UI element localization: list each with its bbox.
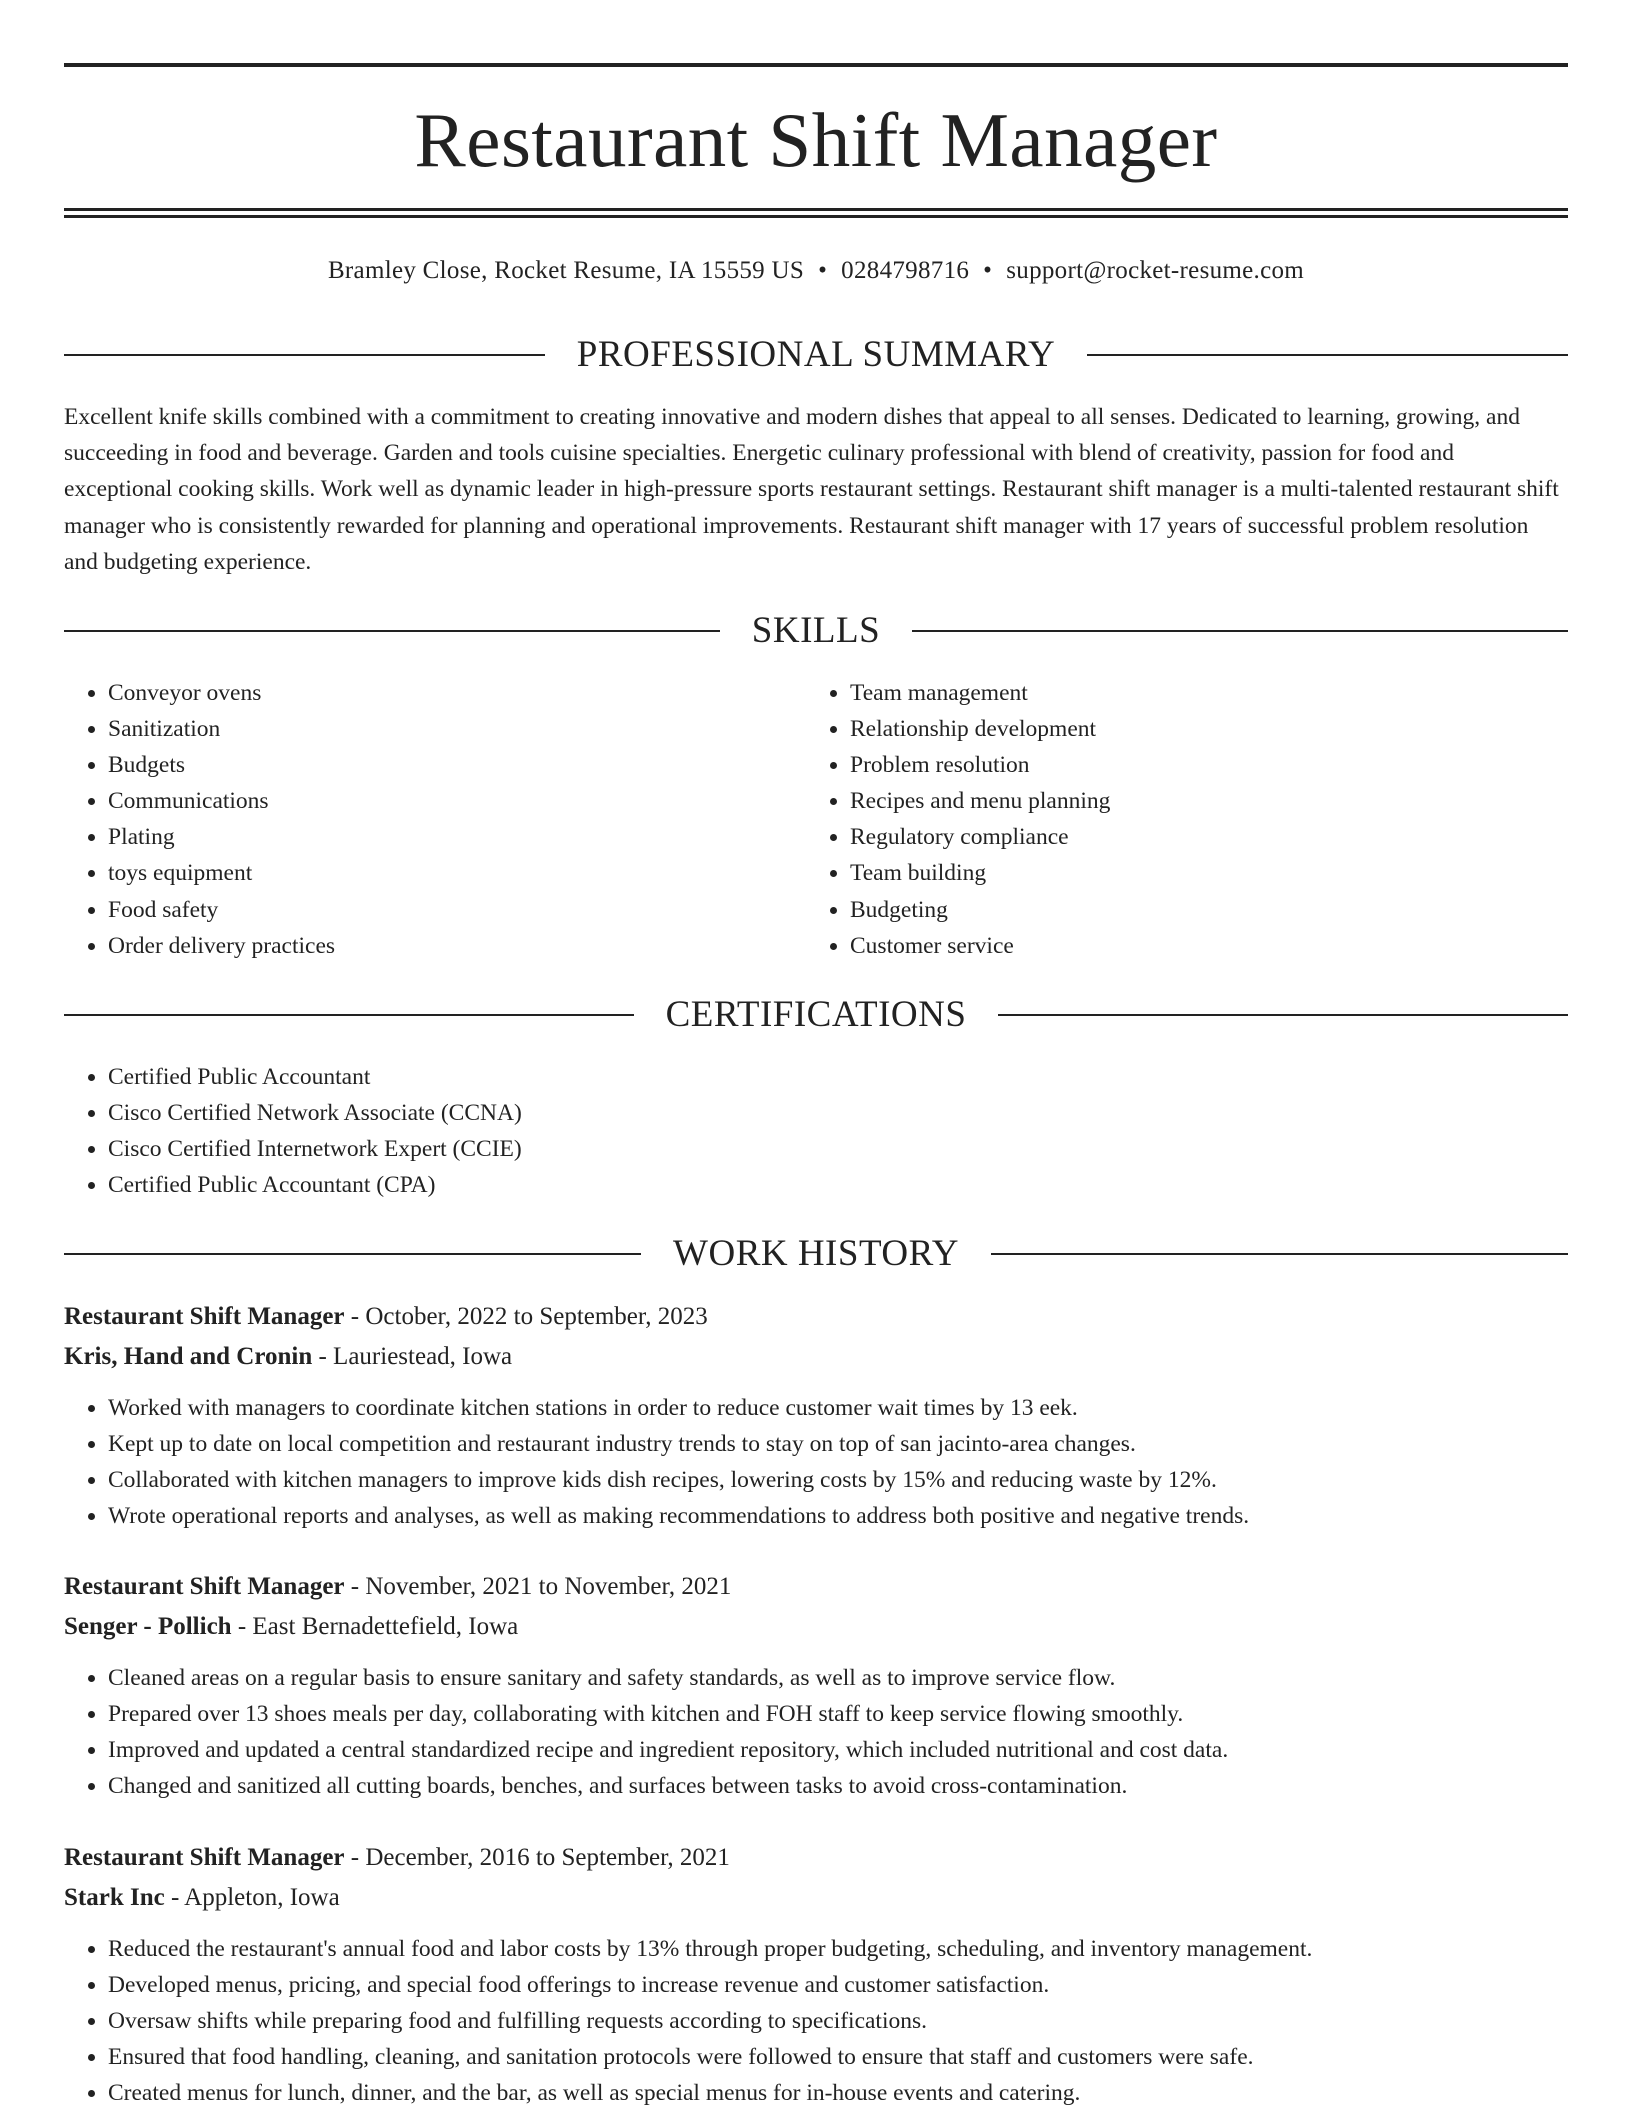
heading-rule: [64, 1014, 634, 1016]
job-title-line: [64, 1297, 1568, 1337]
contact-phone: 0284798716: [841, 257, 970, 284]
skills-right-column: [806, 675, 1506, 964]
job-role: Restaurant Shift Manager: [64, 1303, 345, 1330]
summary-text: Excellent knife skills combined with a commitment to creating innovative and modern dishes that appeal to all senses. Dedicated to learning, growing, and succeeding in food and beverage. Garden and tools cuisine specialties. Energetic culinary professional with blend of creativity, passion for food and exceptional cooking skills. Work well as dynamic leader in high-pressure sports restaurant settings. Restaurant shift manager is a multi-talented restaurant shift manager who is consistently rewarded for planning and operational improvements. Restaurant shift manager with 17 years of successful problem resolution and budgeting experience.: [64, 404, 1559, 575]
job-bullet: • Reduced the restaurant's annual food and labor costs by 13% through proper budgeting, scheduling, and inventory management.: [108, 1931, 1568, 1967]
skill-item: • toys equipment: [108, 855, 764, 891]
certifications-list-wrap: [64, 1059, 522, 1203]
skill-item: • Conveyor ovens: [108, 675, 764, 711]
job-bullet: • Improved and updated a central standardized recipe and ingredient repository, which included nutritional and cost data.: [108, 1732, 1568, 1768]
job-bullet: • Ensured that food handling, cleaning, and sanitation protocols were followed to ensure that staff and customers were safe.: [108, 2039, 1568, 2075]
skill-item: • Customer service: [850, 928, 1506, 964]
job-bullet: • Collaborated with kitchen managers to improve kids dish recipes, lowering costs by 15% and reducing waste by 12%.: [108, 1462, 1568, 1498]
job-location: - Lauriestead, Iowa: [312, 1343, 513, 1370]
skill-item: • Budgeting: [850, 892, 1506, 928]
certifications-title: CERTIFICATIONS: [665, 994, 967, 1035]
job-bullets: [64, 1660, 1568, 1804]
skill-item: • Sanitization: [108, 711, 764, 747]
contact-separator: •: [818, 257, 828, 284]
certification-item: • Cisco Certified Network Associate (CCNA): [108, 1095, 522, 1131]
skills-left-list: [64, 675, 764, 964]
work-history-heading: [64, 1232, 1568, 1276]
contact-line: [64, 254, 1568, 288]
job-bullet: • Cleaned areas on a regular basis to ensure sanitary and safety standards, as well as to improve service flow.: [108, 1660, 1568, 1696]
job-company-line: [64, 1878, 1568, 1918]
job-bullet: • Oversaw shifts while preparing food and fulfilling requests according to specifications.: [108, 2003, 1568, 2039]
heading-rule: [991, 1253, 1568, 1255]
heading-rule: [912, 630, 1568, 632]
job-role: Restaurant Shift Manager: [64, 1844, 345, 1871]
job-bullet: • Prepared over 13 shoes meals per day, collaborating with kitchen and FOH staff to keep service flowing smoothly.: [108, 1696, 1568, 1732]
heading-rule: [64, 354, 545, 356]
job-location: - East Bernadettefield, Iowa: [231, 1613, 519, 1640]
job-dates: - December, 2016 to September, 2021: [344, 1844, 730, 1871]
skill-item: • Food safety: [108, 892, 764, 928]
summary-heading: [64, 333, 1568, 377]
job-role: Restaurant Shift Manager: [64, 1573, 345, 1600]
double-rule: [64, 208, 1568, 218]
job-company: Kris, Hand and Cronin: [64, 1343, 313, 1370]
skill-item: • Team building: [850, 855, 1506, 891]
job-entry: [64, 1567, 1568, 1804]
heading-rule: [64, 1253, 641, 1255]
heading-rule: [1087, 354, 1568, 356]
summary-title: PROFESSIONAL SUMMARY: [576, 334, 1056, 375]
skill-item: • Team management: [850, 675, 1506, 711]
skill-item: • Budgets: [108, 747, 764, 783]
contact-separator: •: [983, 257, 993, 284]
skill-item: • Communications: [108, 783, 764, 819]
job-dates: - November, 2021 to November, 2021: [344, 1573, 732, 1600]
skills-left-column: [64, 675, 764, 964]
skills-right-list: [806, 675, 1506, 964]
job-company-line: [64, 1337, 1568, 1377]
contact-address: Bramley Close, Rocket Resume, IA 15559 US: [327, 257, 805, 284]
job-bullet: • Kept up to date on local competition and restaurant industry trends to stay on top of san jacinto-area changes.: [108, 1426, 1568, 1462]
job-bullets: [64, 1390, 1568, 1534]
job-bullet: • Developed menus, pricing, and special food offerings to increase revenue and customer satisfaction.: [108, 1967, 1568, 2003]
top-rule: [64, 63, 1568, 67]
job-title-line: [64, 1567, 1568, 1607]
job-bullets: [64, 1931, 1568, 2111]
skill-item: • Relationship development: [850, 711, 1506, 747]
certifications-list: [64, 1059, 522, 1203]
skill-item: • Problem resolution: [850, 747, 1506, 783]
work-history-title: WORK HISTORY: [673, 1233, 959, 1274]
skill-item: • Recipes and menu planning: [850, 783, 1506, 819]
contact-email: support@rocket-resume.com: [1006, 257, 1305, 284]
job-company: Senger - Pollich: [64, 1613, 232, 1640]
job-bullet: • Wrote operational reports and analyses, as well as making recommendations to address both positive and negative trends.: [108, 1498, 1568, 1534]
candidate-name: Restaurant Shift Manager: [414, 97, 1218, 183]
certification-item: • Certified Public Accountant: [108, 1059, 522, 1095]
job-entry: [64, 1838, 1568, 2111]
skill-item: • Plating: [108, 819, 764, 855]
skills-title: SKILLS: [751, 610, 881, 651]
heading-rule: [998, 1014, 1568, 1016]
job-company: Stark Inc: [64, 1884, 165, 1911]
job-location: - Appleton, Iowa: [164, 1884, 340, 1911]
job-company-line: [64, 1607, 1568, 1647]
job-dates: - October, 2022 to September, 2023: [344, 1303, 708, 1330]
certification-item: • Certified Public Accountant (CPA): [108, 1167, 522, 1203]
job-bullet: • Changed and sanitized all cutting boards, benches, and surfaces between tasks to avoid cross-contamination.: [108, 1768, 1568, 1804]
skill-item: • Regulatory compliance: [850, 819, 1506, 855]
skills-heading: [64, 609, 1568, 653]
heading-rule: [64, 630, 720, 632]
job-entry: [64, 1297, 1568, 1534]
certification-item: • Cisco Certified Internetwork Expert (CCIE): [108, 1131, 522, 1167]
job-bullet: • Worked with managers to coordinate kitchen stations in order to reduce customer wait times by 13 eek.: [108, 1390, 1568, 1426]
job-title-line: [64, 1838, 1568, 1878]
skill-item: • Order delivery practices: [108, 928, 764, 964]
certifications-heading: [64, 993, 1568, 1037]
job-bullet: • Created menus for lunch, dinner, and the bar, as well as special menus for in-house events and catering.: [108, 2075, 1568, 2111]
